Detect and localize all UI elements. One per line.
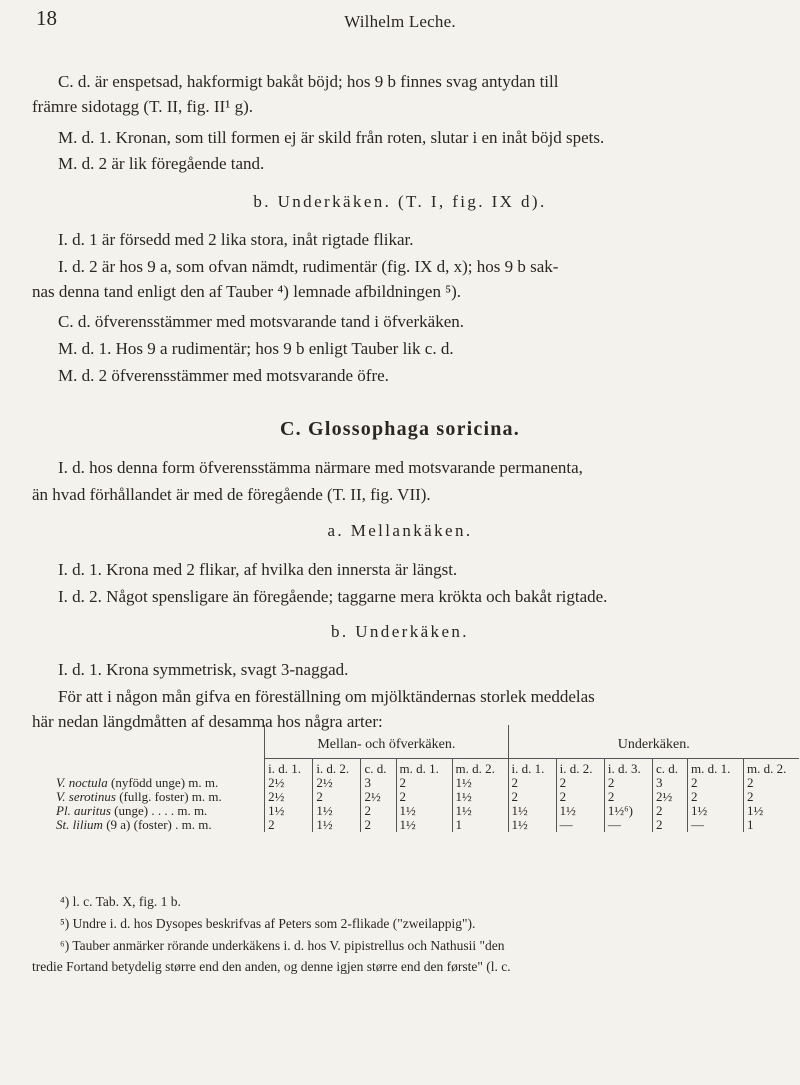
footnote: ⁴) l. c. Tab. X, fig. 1 b. bbox=[60, 894, 181, 909]
value-cell: 2 bbox=[508, 790, 556, 804]
value-cell: 1½ bbox=[313, 818, 361, 832]
value-cell: 2 bbox=[744, 776, 799, 790]
value-cell: — bbox=[556, 818, 604, 832]
column-header: i. d. 2. bbox=[313, 759, 361, 777]
value-cell: 2 bbox=[313, 790, 361, 804]
value-cell: 1½ bbox=[508, 818, 556, 832]
value-cell: 2½ bbox=[265, 776, 313, 790]
footnote: ⁵) Undre i. d. hos Dysopes beskrifvas af Peters som 2-flikade ("zweilappig"). bbox=[60, 916, 476, 931]
value-cell: 2 bbox=[556, 790, 604, 804]
value-cell: 1½ bbox=[508, 804, 556, 818]
species-cell bbox=[53, 818, 265, 832]
value-cell: 2 bbox=[265, 818, 313, 832]
value-cell: 1½ bbox=[744, 804, 799, 818]
group-header-lower: Underkäken. bbox=[508, 725, 799, 759]
text-line: M. d. 1. Hos 9 a rudimentär; hos 9 b enligt Tauber lik c. d. bbox=[58, 339, 454, 358]
text-line: M. d. 2 är lik föregående tand. bbox=[58, 154, 265, 173]
text-line: För att i någon mån gifva en föreställning om mjölktändernas storlek meddelas bbox=[58, 687, 595, 706]
text-line: I. d. hos denna form öfverensstämma närmare med motsvarande permanenta, bbox=[58, 458, 583, 477]
column-header: m. d. 1. bbox=[688, 759, 744, 777]
value-cell: 1½ bbox=[452, 804, 508, 818]
value-cell: 2½ bbox=[652, 790, 687, 804]
species-cell bbox=[53, 790, 265, 804]
value-cell: — bbox=[688, 818, 744, 832]
species-name: V. serotinus bbox=[56, 789, 116, 805]
subsection-heading: b. Underkäken. (T. I, fig. IX d). bbox=[253, 192, 547, 211]
column-header: m. d. 2. bbox=[744, 759, 799, 777]
value-cell: 1½ bbox=[313, 804, 361, 818]
subsection-heading: a. Mellankäken. bbox=[327, 521, 473, 540]
text-line: I. d. 2. Något spensligare än föregående; taggarne mera krökta och bakåt rigtade. bbox=[58, 587, 608, 606]
group-header-upper: Mellan- och öfverkäken. bbox=[265, 725, 508, 759]
table-row bbox=[53, 790, 799, 804]
column-header: c. d. bbox=[361, 759, 396, 777]
text-line: M. d. 1. Kronan, som till formen ej är skild från roten, slutar i en inåt böjd spets. bbox=[58, 128, 605, 147]
species-name: St. lilium bbox=[56, 817, 103, 833]
page-number: 18 bbox=[36, 6, 57, 30]
table-corner bbox=[53, 759, 265, 777]
column-header: i. d. 1. bbox=[508, 759, 556, 777]
section-title: C. Glossophaga soricina. bbox=[280, 418, 520, 440]
species-desc: (fullg. foster) m. m. bbox=[119, 789, 222, 805]
value-cell: 3 bbox=[361, 776, 396, 790]
text-line: C. d. är enspetsad, hakformigt bakåt böjd; hos 9 b finnes svag antydan till bbox=[58, 72, 559, 91]
species-desc: (unge) . . . . m. m. bbox=[114, 803, 208, 819]
column-header: m. d. 2. bbox=[452, 759, 508, 777]
value-cell: — bbox=[604, 818, 652, 832]
column-header: i. d. 2. bbox=[556, 759, 604, 777]
table-row bbox=[53, 776, 799, 790]
value-cell: 1 bbox=[452, 818, 508, 832]
table-row bbox=[53, 804, 799, 818]
text-line: I. d. 1 är försedd med 2 lika stora, inåt rigtade flikar. bbox=[58, 230, 414, 249]
text-line: främre sidotagg (T. II, fig. II¹ g). bbox=[32, 97, 253, 116]
text-line: här nedan längdmåtten af desamma hos några arter: bbox=[32, 712, 383, 731]
table-row bbox=[53, 818, 799, 832]
text-line: I. d. 1. Krona symmetrisk, svagt 3-naggad. bbox=[58, 660, 349, 679]
value-cell: 2 bbox=[361, 818, 396, 832]
running-title: Wilhelm Leche. bbox=[344, 12, 456, 31]
text-line: än hvad förhållandet är med de föregående (T. II, fig. VII). bbox=[32, 485, 431, 504]
value-cell: 2½ bbox=[361, 790, 396, 804]
value-cell: 1½⁶) bbox=[604, 804, 652, 818]
value-cell: 2 bbox=[688, 776, 744, 790]
value-cell: 3 bbox=[652, 776, 687, 790]
value-cell: 2 bbox=[361, 804, 396, 818]
measurement-table bbox=[53, 725, 799, 832]
value-cell: 2 bbox=[604, 790, 652, 804]
value-cell: 1½ bbox=[556, 804, 604, 818]
text-line: nas denna tand enligt den af Tauber ⁴) lemnade afbildningen ⁵). bbox=[32, 282, 462, 301]
column-header: c. d. bbox=[652, 759, 687, 777]
value-cell: 1½ bbox=[265, 804, 313, 818]
text-line: M. d. 2 öfverensstämmer med motsvarande öfre. bbox=[58, 366, 389, 385]
value-cell: 2 bbox=[556, 776, 604, 790]
text-line: I. d. 1. Krona med 2 flikar, af hvilka den innersta är längst. bbox=[58, 560, 458, 579]
value-cell: 2 bbox=[396, 790, 452, 804]
species-cell bbox=[53, 776, 265, 790]
value-cell: 2 bbox=[652, 804, 687, 818]
value-cell: 2 bbox=[396, 776, 452, 790]
species-cell bbox=[53, 804, 265, 818]
table-corner bbox=[53, 725, 265, 759]
text-line: C. d. öfverensstämmer med motsvarande tand i öfverkäken. bbox=[58, 312, 464, 331]
value-cell: 2 bbox=[508, 776, 556, 790]
value-cell: 2 bbox=[604, 776, 652, 790]
value-cell: 1½ bbox=[452, 776, 508, 790]
value-cell: 2 bbox=[652, 818, 687, 832]
value-cell: 2 bbox=[744, 790, 799, 804]
value-cell: 1½ bbox=[396, 804, 452, 818]
text-line: I. d. 2 är hos 9 a, som ofvan nämdt, rudimentär (fig. IX d, x); hos 9 b sak- bbox=[58, 257, 559, 276]
species-name: V. noctula bbox=[56, 775, 108, 791]
value-cell: 2 bbox=[688, 790, 744, 804]
value-cell: 2½ bbox=[265, 790, 313, 804]
species-name: Pl. auritus bbox=[56, 803, 111, 819]
footnote: ⁶) Tauber anmärker rörande underkäkens i. d. hos V. pipistrellus och Nathusii "den bbox=[60, 938, 505, 953]
value-cell: 1½ bbox=[452, 790, 508, 804]
value-cell: 1 bbox=[744, 818, 799, 832]
footnote: tredie Fortand betydelig større end den anden, og denne igjen større end den første" (l. c. bbox=[32, 959, 511, 974]
value-cell: 1½ bbox=[688, 804, 744, 818]
subsection-heading: b. Underkäken. bbox=[331, 622, 469, 641]
species-desc: (nyfödd unge) m. m. bbox=[111, 775, 219, 791]
column-header: m. d. 1. bbox=[396, 759, 452, 777]
value-cell: 1½ bbox=[396, 818, 452, 832]
column-header: i. d. 3. bbox=[604, 759, 652, 777]
column-header: i. d. 1. bbox=[265, 759, 313, 777]
value-cell: 2½ bbox=[313, 776, 361, 790]
species-desc: (9 a) (foster) . m. m. bbox=[106, 817, 212, 833]
